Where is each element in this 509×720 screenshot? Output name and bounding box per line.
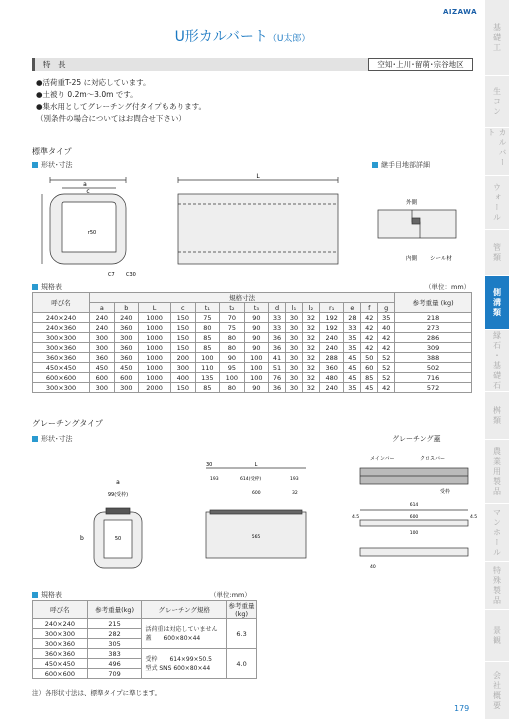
table-cell: 100	[220, 373, 245, 383]
sidebar-tab[interactable]: 生コン	[485, 76, 509, 128]
table-cell: 52	[378, 363, 395, 373]
sidebar-tab[interactable]: 管類	[485, 230, 509, 276]
table-cell: 300×300	[33, 383, 90, 393]
cell-grating-weight-2: 4.0	[227, 649, 257, 679]
sidebar-tab[interactable]: 縁石・基礎石	[485, 330, 509, 392]
table-cell: 75	[220, 323, 245, 333]
table-cell: 90	[244, 383, 269, 393]
table-cell: 200	[171, 353, 196, 363]
table-cell: 1000	[139, 323, 171, 333]
table-cell: 42	[361, 313, 378, 323]
table-cell: 85	[195, 383, 220, 393]
cell-grating-2: 受枠 614×99×50.5 型式 SNS 600×80×44	[142, 649, 227, 679]
table-cell: 1000	[139, 313, 171, 323]
cell-name: 600×600	[33, 669, 88, 679]
table-cell: 51	[269, 363, 286, 373]
table-cell: 85	[195, 343, 220, 353]
table-cell: 218	[395, 313, 472, 323]
grating-dim-193b: 193	[290, 477, 299, 482]
table-cell: 42	[378, 343, 395, 353]
table-cell: 30	[286, 353, 303, 363]
table-cell: 273	[395, 323, 472, 333]
cell-name: 300×300	[33, 629, 88, 639]
sidebar-tab[interactable]: 会社概要	[485, 662, 509, 720]
table-cell: 600	[114, 373, 139, 383]
grating-dim-565: 565	[251, 535, 261, 540]
sidebar-tab[interactable]: 景観	[485, 610, 509, 662]
table-cell: 240	[114, 313, 139, 323]
table-cell: 42	[378, 333, 395, 343]
col-header-dim: t₁	[195, 303, 220, 313]
grating-receiver-label: 受枠	[440, 489, 451, 495]
table-cell: 30	[286, 373, 303, 383]
table-row	[33, 333, 472, 343]
spec-table2-heading: 規格表	[32, 590, 62, 600]
feature-item: ●土被り 0.2m〜3.0m です。	[36, 90, 138, 99]
table-cell: 286	[395, 333, 472, 343]
standard-side-view-drawing	[168, 172, 344, 282]
feature-item: ●活荷重T-25 に対応しています。	[36, 78, 151, 87]
joint-inside-label: 内側	[406, 256, 418, 262]
spec-table	[32, 292, 472, 393]
grating-dim-45b: 4.5	[470, 515, 478, 520]
title-main: U形カルバート	[174, 29, 268, 45]
table-cell: 60	[361, 363, 378, 373]
page-number: 179	[454, 704, 470, 713]
col-header-dim: t₂	[220, 303, 245, 313]
col-header-dim: e	[344, 303, 361, 313]
table-cell: 45	[344, 373, 361, 383]
table-cell: 360	[114, 353, 139, 363]
standard-cross-section-drawing	[40, 172, 160, 282]
grating-cross-section-drawing	[74, 474, 154, 574]
cell-name: 300×360	[33, 639, 88, 649]
table-cell: 42	[361, 333, 378, 343]
table-cell: 192	[319, 323, 344, 333]
table-cell: 192	[319, 313, 344, 323]
table-cell: 45	[344, 363, 361, 373]
grating-dim-50: 50	[114, 536, 122, 542]
col-header-dims: 規格寸法	[90, 293, 395, 303]
table-cell: 90	[244, 313, 269, 323]
sidebar-tab[interactable]: 基礎工	[485, 0, 509, 76]
table-cell: 45	[361, 383, 378, 393]
chamfer-c7: C7	[108, 272, 115, 278]
table-cell: 300	[90, 343, 115, 353]
table-cell: 33	[269, 323, 286, 333]
table-cell: 309	[395, 343, 472, 353]
dim-c: c	[86, 188, 90, 195]
col-header-dim: a	[90, 303, 115, 313]
table-cell: 502	[395, 363, 472, 373]
sidebar-tab[interactable]: マンホール	[485, 504, 509, 562]
table-cell: 150	[171, 343, 196, 353]
table-row	[33, 313, 472, 323]
unit2-label: （単位:mm）	[210, 591, 251, 599]
table-cell: 360×360	[33, 353, 90, 363]
col-header-weight: 参考重量 (kg)	[395, 293, 472, 313]
table-cell: 300	[114, 383, 139, 393]
cell-weight: 496	[87, 659, 142, 669]
col-header-dim: f	[361, 303, 378, 313]
table-cell: 360	[114, 323, 139, 333]
joint-detail-heading: 継手目地部詳細	[372, 160, 430, 170]
cell-weight: 282	[87, 629, 142, 639]
page-title	[0, 26, 485, 46]
table-cell: 30	[286, 323, 303, 333]
table-cell: 300	[90, 383, 115, 393]
cell-name: 360×360	[33, 649, 88, 659]
radius-label: r50	[87, 230, 97, 236]
table-cell: 76	[269, 373, 286, 383]
col-header-dim: L	[139, 303, 171, 313]
joint-detail-drawing	[372, 190, 464, 270]
table-cell: 35	[378, 313, 395, 323]
cell-grating-weight-1: 6.3	[227, 619, 257, 649]
joint-outside-label: 外側	[406, 200, 418, 206]
cell-weight: 305	[87, 639, 142, 649]
table-cell: 100	[244, 373, 269, 383]
table-cell: 85	[361, 373, 378, 383]
table-cell: 480	[319, 373, 344, 383]
table-cell: 30	[286, 333, 303, 343]
table-cell: 360	[90, 353, 115, 363]
grating-dim-32: 32	[292, 491, 298, 496]
table-row	[33, 323, 472, 333]
table-cell: 85	[195, 333, 220, 343]
t2-header-grating: グレーチング規格	[142, 601, 227, 619]
standard-type-heading: 標準タイプ	[32, 147, 72, 156]
table-cell: 80	[220, 383, 245, 393]
table-cell: 80	[220, 333, 245, 343]
grating-cover-heading: グレーチング蓋	[392, 435, 441, 443]
grating-cross-bar-label: クロスバー	[420, 456, 446, 462]
grating-cover-drawing	[330, 448, 480, 578]
col-header-dim: b	[114, 303, 139, 313]
table-cell: 100	[244, 353, 269, 363]
t2-header-name: 呼び名	[33, 601, 88, 619]
col-header-dim: c	[171, 303, 196, 313]
table-cell: 95	[220, 363, 245, 373]
cell-grating-1: 活荷重は対応していません 蓋 600×80×44	[142, 619, 227, 649]
table-cell: 70	[220, 313, 245, 323]
table-cell: 1000	[139, 353, 171, 363]
sidebar-tab[interactable]: カルバート	[485, 128, 509, 176]
cell-weight: 383	[87, 649, 142, 659]
table-cell: 388	[395, 353, 472, 363]
grating-dim-30: 30	[206, 462, 213, 468]
grating-dim-614b: 614	[409, 503, 419, 508]
table-cell: 1000	[139, 343, 171, 353]
table-cell: 32	[302, 353, 319, 363]
sidebar-tab[interactable]: 農業用製品	[485, 440, 509, 504]
table-cell: 35	[344, 333, 361, 343]
cell-weight: 215	[87, 619, 142, 629]
table-cell: 288	[319, 353, 344, 363]
grating-dim-40: 40	[370, 565, 376, 570]
col-header-dim: d	[269, 303, 286, 313]
table-cell: 42	[361, 343, 378, 353]
title-sub: （U太郎）	[267, 34, 311, 44]
table-cell: 1000	[139, 333, 171, 343]
grating-shape-heading: 形状･寸法	[32, 434, 73, 444]
table-cell: 35	[344, 343, 361, 353]
table-row	[33, 353, 472, 363]
table-cell: 1000	[139, 373, 171, 383]
table-cell: 400	[171, 373, 196, 383]
features-header: 特 長	[32, 58, 472, 71]
col-header-dim: r₁	[319, 303, 344, 313]
area-label: 空知･上川･留萌･宗谷地区	[368, 58, 473, 71]
table-cell: 300×300	[33, 333, 90, 343]
shape-dim-heading: 形状･寸法	[32, 160, 73, 170]
sidebar-tab[interactable]: 側溝類	[485, 276, 509, 330]
table-cell: 90	[244, 333, 269, 343]
t2-header-grating-weight: 参考重量 (kg)	[228, 602, 255, 618]
table-cell: 450	[114, 363, 139, 373]
table-cell: 30	[286, 313, 303, 323]
cell-weight: 709	[87, 669, 142, 679]
grating-dim-L: L	[254, 462, 258, 468]
table-cell: 300	[171, 363, 196, 373]
table-cell: 80	[220, 343, 245, 353]
footnote: 注）各形状寸法は、標準タイプに準じます。	[32, 689, 162, 697]
dim-a: a	[83, 181, 87, 188]
feature-item: ●集水用としてグレーチング付タイプもあります。	[36, 102, 207, 111]
table-cell: 450	[90, 363, 115, 373]
table-cell: 52	[378, 373, 395, 383]
table-cell: 135	[195, 373, 220, 383]
grating-holes-label: 99(受枠)	[107, 492, 129, 498]
table-cell: 36	[269, 333, 286, 343]
table-cell: 110	[195, 363, 220, 373]
table-cell: 30	[286, 363, 303, 373]
sidebar-tab[interactable]: 桝類	[485, 392, 509, 440]
grating-dim-193: 193	[210, 477, 219, 482]
table-cell: 36	[269, 383, 286, 393]
table-cell: 450×450	[33, 363, 90, 373]
cell-name: 240×240	[33, 619, 88, 629]
table-cell: 240	[90, 323, 115, 333]
t2-header-weight: 参考重量(kg)	[87, 601, 142, 619]
table-cell: 41	[269, 353, 286, 363]
table-cell: 100	[244, 363, 269, 373]
table-cell: 50	[361, 353, 378, 363]
chamfer-c30: C30	[126, 272, 136, 278]
table-cell: 360	[114, 343, 139, 353]
spec-table-heading: 規格表	[32, 282, 62, 292]
table-cell: 90	[220, 353, 245, 363]
grating-side-view-drawing	[200, 462, 310, 562]
table-cell: 572	[395, 383, 472, 393]
feature-item: （別条件の場合についてはお問合せ下さい）	[36, 114, 186, 123]
table-row	[33, 383, 472, 393]
dim-L: L	[256, 173, 260, 180]
grating-dim-600: 600	[252, 491, 261, 496]
grating-dim-614: 614(受枠)	[240, 477, 262, 482]
table-cell: 240	[319, 343, 344, 353]
table-cell: 240	[90, 313, 115, 323]
table-cell: 2000	[139, 383, 171, 393]
col-header-name: 呼び名	[33, 293, 90, 313]
grating-dim-a: a	[116, 479, 120, 486]
table-cell: 240×240	[33, 313, 90, 323]
table-row	[33, 619, 257, 629]
category-sidebar	[485, 0, 509, 720]
table-cell: 75	[195, 313, 220, 323]
table-cell: 150	[171, 383, 196, 393]
table-cell: 35	[344, 383, 361, 393]
table-cell: 1000	[139, 363, 171, 373]
table-cell: 150	[171, 323, 196, 333]
col-header-dim: g	[378, 303, 395, 313]
grating-dim-45a: 4.5	[352, 515, 360, 520]
grating-dim-100: 100	[409, 531, 419, 536]
table-cell: 32	[302, 323, 319, 333]
grating-spec-table	[32, 600, 257, 679]
table-cell: 100	[195, 353, 220, 363]
table-cell: 600×600	[33, 373, 90, 383]
table-cell: 300×360	[33, 343, 90, 353]
table-cell: 40	[378, 323, 395, 333]
table-cell: 45	[344, 353, 361, 363]
col-header-dim: l₂	[302, 303, 319, 313]
grating-type-heading: グレーチングタイプ	[32, 419, 103, 428]
table-cell: 240	[319, 333, 344, 343]
joint-seal-label: シール材	[430, 256, 452, 262]
table-cell: 28	[344, 313, 361, 323]
table-cell: 150	[171, 313, 196, 323]
table-cell: 240×360	[33, 323, 90, 333]
unit-label: （単位：mm）	[425, 283, 471, 291]
table-cell: 90	[244, 343, 269, 353]
table-row	[33, 343, 472, 353]
grating-dim-b: b	[80, 535, 84, 542]
table-cell: 33	[269, 313, 286, 323]
sidebar-tab[interactable]: 特殊製品	[485, 562, 509, 610]
table-cell: 600	[90, 373, 115, 383]
feature-list	[36, 77, 206, 125]
table-cell: 30	[286, 383, 303, 393]
table-cell: 32	[302, 363, 319, 373]
sidebar-tab[interactable]: ウォール	[485, 176, 509, 230]
table-cell: 300	[114, 333, 139, 343]
table-row	[33, 373, 472, 383]
table-row	[33, 649, 257, 659]
table-cell: 42	[361, 323, 378, 333]
table-cell: 32	[302, 313, 319, 323]
cell-name: 450×450	[33, 659, 88, 669]
table-cell: 32	[302, 383, 319, 393]
table-cell: 33	[344, 323, 361, 333]
table-cell: 30	[286, 343, 303, 353]
table-cell: 36	[269, 343, 286, 353]
table-cell: 360	[319, 363, 344, 373]
table-cell: 52	[378, 353, 395, 363]
grating-main-bar-label: メインバー	[370, 456, 395, 462]
table-cell: 240	[319, 383, 344, 393]
table-cell: 32	[302, 343, 319, 353]
table-cell: 32	[302, 333, 319, 343]
table-cell: 716	[395, 373, 472, 383]
grating-dim-600b: 600	[409, 515, 419, 520]
col-header-dim: t₃	[244, 303, 269, 313]
table-cell: 90	[244, 323, 269, 333]
col-header-dim: l₁	[286, 303, 303, 313]
table-cell: 32	[302, 373, 319, 383]
table-cell: 80	[195, 323, 220, 333]
table-cell: 150	[171, 333, 196, 343]
table-row	[33, 363, 472, 373]
brand-logo: AIZAWA	[442, 8, 477, 16]
table-cell: 42	[378, 383, 395, 393]
table-cell: 300	[90, 333, 115, 343]
